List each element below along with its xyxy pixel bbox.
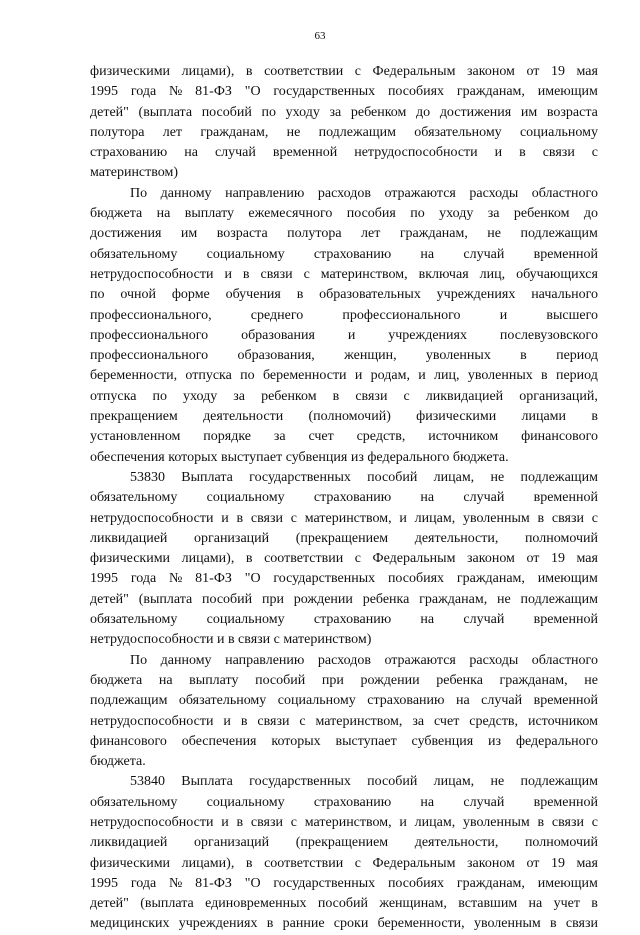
text-line: медицинских учреждениях в ранние сроки беременности, уволенным в связи <box>90 916 598 932</box>
text-line: детей" (выплата пособий при рождении ребенка гражданам, не подлежащим <box>90 591 598 607</box>
text-line: обязательному социальному страхованию на случай временной <box>90 794 598 810</box>
text-line: По данному направлению расходов отражаются расходы областного <box>130 652 598 668</box>
text-line: бюджета на выплату ежемесячного пособия по уходу за ребенком до <box>90 206 598 222</box>
text-line: физическими лицами), в соответствии с Федеральным законом от 19 мая <box>90 855 598 871</box>
text-line: установленном порядке за счет средств, источником финансового <box>90 429 598 445</box>
text-line: профессионального образования и учреждениях послевузовского <box>90 327 598 343</box>
text-line: нетрудоспособности и в связи с материнством) <box>90 632 372 648</box>
text-line: профессионального образования, женщин, уволенных в период <box>90 348 598 364</box>
text-line: нетрудоспособности и в связи с материнством, и лицам, уволенным в связи с <box>90 510 598 526</box>
text-line: 1995 года № 81-ФЗ "О государственных пособиях гражданам, имеющим <box>90 84 598 100</box>
text-line: обязательному социальному страхованию на случай временной <box>90 490 598 506</box>
text-line: бюджета на выплату пособий при рождении ребенка гражданам, не <box>90 672 598 688</box>
text-line: 53840 Выплата государственных пособий лицам, не подлежащим <box>130 774 598 790</box>
text-line: достижения им возраста полутора лет гражданам, не подлежащим <box>90 226 598 242</box>
text-line: полутора лет гражданам, не подлежащим обязательному социальному <box>90 124 598 140</box>
text-line: прекращением деятельности (полномочий) физическими лицами в <box>90 409 598 425</box>
text-line: 1995 года № 81-ФЗ "О государственных пособиях гражданам, имеющим <box>90 875 598 891</box>
text-line: обеспечения которых выступает субвенция из федерального бюджета. <box>90 449 509 465</box>
text-line: детей" (выплата пособий по уходу за ребенком до достижения им возраста <box>90 104 598 120</box>
text-line: обязательному социальному страхованию на случай временной <box>90 612 598 628</box>
text-line: нетрудоспособности и в связи с материнством, за счет средств, источником <box>90 713 598 729</box>
page-number: 63 <box>314 30 326 42</box>
text-line: нетрудоспособности и в связи с материнством, включая лиц, обучающихся <box>90 266 598 282</box>
text-line: беременности, отпуска по беременности и родам, и лиц, уволенных в период <box>90 368 598 384</box>
document-body <box>90 62 598 935</box>
text-line: ликвидацией организаций (прекращением деятельности, полномочий <box>90 530 598 546</box>
text-line: бюджета. <box>90 754 146 770</box>
text-line: 1995 года № 81-ФЗ "О государственных пособиях гражданам, имеющим <box>90 571 598 587</box>
text-line: отпуска по уходу за ребенком в связи с ликвидацией организаций, <box>90 388 598 404</box>
text-line: детей" (выплата единовременных пособий женщинам, вставшим на учет в <box>90 896 598 912</box>
text-line: по очной форме обучения в образовательных учреждениях начального <box>90 287 598 303</box>
text-line: физическими лицами), в соответствии с Федеральным законом от 19 мая <box>90 64 598 79</box>
text-line: По данному направлению расходов отражаются расходы областного <box>130 185 598 201</box>
text-line: материнством) <box>90 165 179 181</box>
text-line: финансового обеспечения которых выступает субвенция из федерального <box>90 733 598 749</box>
text-line: профессионального, среднего профессионального и высшего <box>90 307 598 323</box>
text-line: физическими лицами), в соответствии с Федеральным законом от 19 мая <box>90 551 598 567</box>
text-line: 53830 Выплата государственных пособий лицам, не подлежащим <box>130 469 598 485</box>
text-line: ликвидацией организаций (прекращением деятельности, полномочий <box>90 835 598 851</box>
text-line: подлежащим обязательному социальному страхованию на случай временной <box>90 693 598 709</box>
text-line: нетрудоспособности и в связи с материнством, и лицам, уволенным в связи с <box>90 814 598 830</box>
text-line: обязательному социальному страхованию на случай временной <box>90 246 598 262</box>
text-line: страхованию на случай временной нетрудоспособности и в связи с <box>90 145 598 161</box>
